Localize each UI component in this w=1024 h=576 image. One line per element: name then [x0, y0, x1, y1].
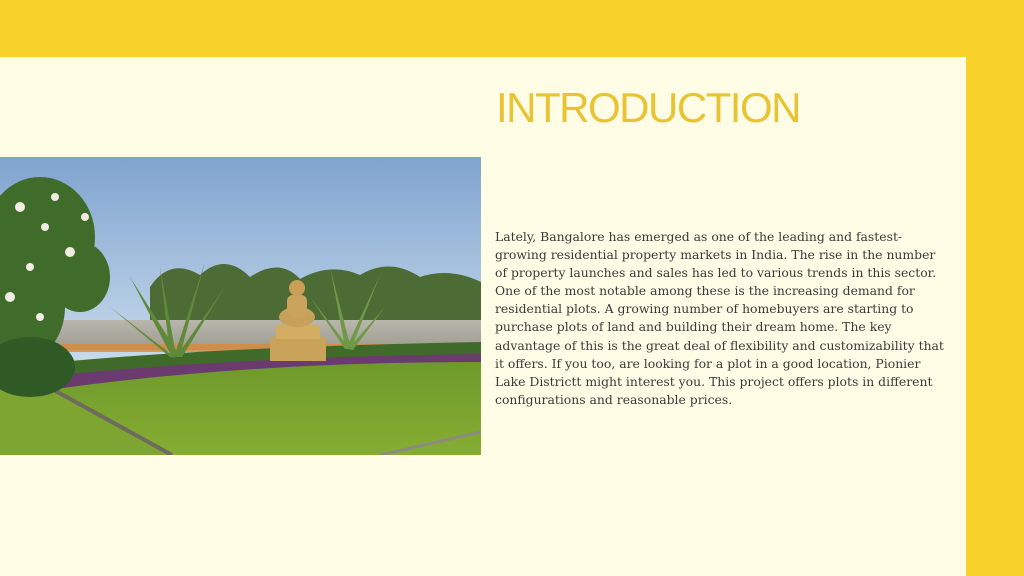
- intro-paragraph: Lately, Bangalore has emerged as one of the leading and fastest-growing residential property markets in India. The rise in the number of property launches and sales has led to various trends in this sector. One of the most notable among these is the increasing demand for residential plots. A growing number of homebuyers are starting to purchase plots of land and building their dream home. The key advantage of this is the great deal of flexibility and customizability that it offers. If you too, are looking for a plot in a good location, Pionier Lake Districtt might interest you. This project offers plots in different configurations and reasonable prices.: [495, 229, 944, 407]
- slide-title: INTRODUCTION: [496, 84, 800, 131]
- garden-illustration: [0, 157, 481, 455]
- garden-photo: [0, 157, 481, 455]
